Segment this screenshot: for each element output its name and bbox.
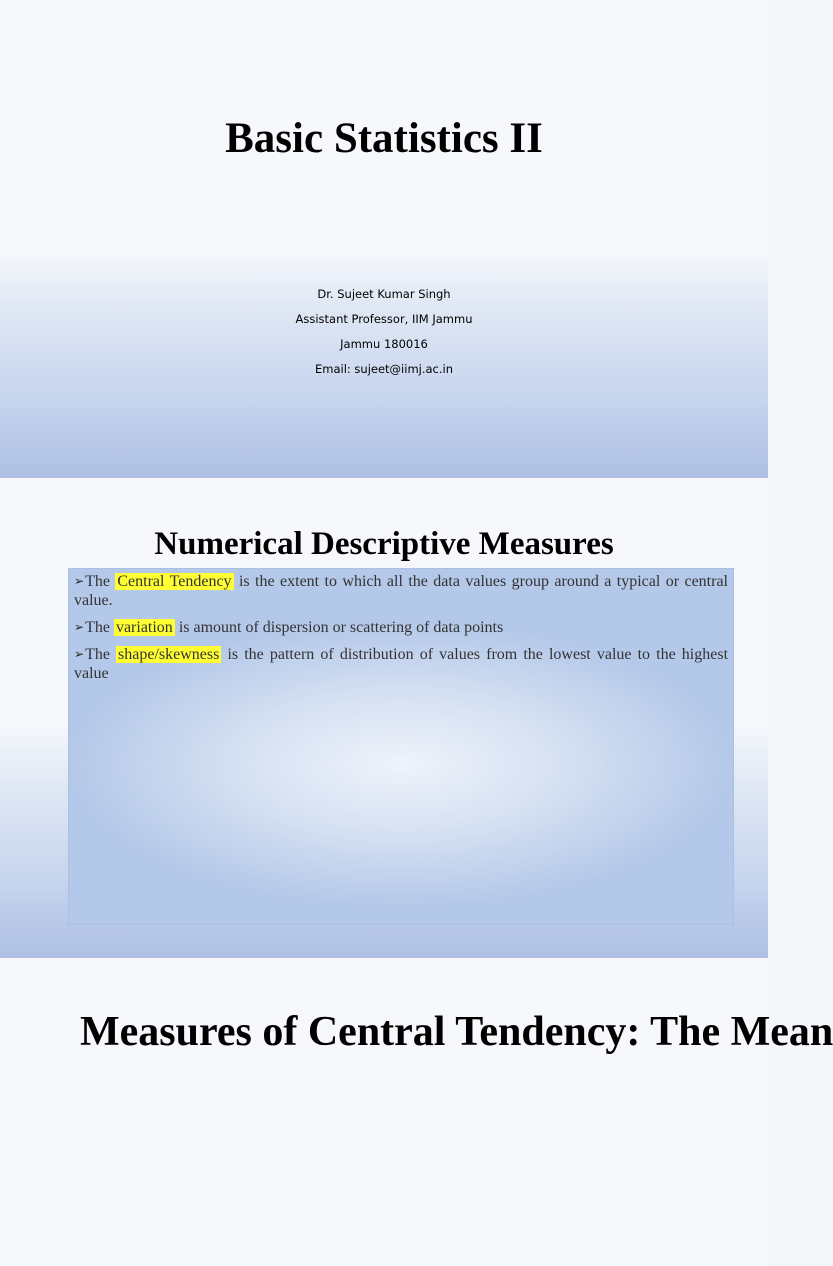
author-email: Email: sujeet@iimj.ac.in [314, 362, 454, 376]
slide-title: Basic Statistics II [225, 115, 543, 162]
arrow-bullet-icon: ➢ [74, 620, 85, 634]
slide-2 [0, 482, 768, 958]
bullet-text-after: is the extent to which all the data values group around a typical or central value. [74, 573, 729, 609]
author-address: Jammu 180016 [340, 337, 428, 351]
slide-separator [0, 958, 768, 966]
bullet-text-before: The [85, 573, 116, 590]
highlighted-term: variation [115, 619, 173, 636]
arrow-bullet-icon: ➢ [74, 574, 85, 588]
bullet-central-tendency [74, 572, 728, 610]
bullet-text-after: is the pattern of distribution of values from the lowest value to the highest value [74, 646, 729, 682]
bullet-shape-skewness [74, 645, 728, 683]
slide-title: Numerical Descriptive Measures [154, 526, 614, 562]
bullet-text-before: The [85, 619, 114, 636]
highlighted-term: Central Tendency [117, 573, 232, 590]
author-name: Dr. Sujeet Kumar Singh [317, 287, 451, 301]
author-position: Assistant Professor, IIM Jammu [295, 312, 473, 326]
bullet-text-after: is amount of dispersion or scattering of data points [174, 619, 504, 636]
arrow-bullet-icon: ➢ [74, 647, 85, 661]
bullet-list [74, 572, 728, 691]
slide-1 [0, 0, 768, 478]
highlighted-term: shape/skewness [118, 646, 220, 663]
bullet-text-before: The [85, 646, 117, 663]
slide-3 [0, 966, 833, 1266]
bullet-variation [74, 618, 728, 637]
author-details [0, 286, 768, 386]
slide-title: Measures of Central Tendency: The Mean [80, 1009, 833, 1055]
